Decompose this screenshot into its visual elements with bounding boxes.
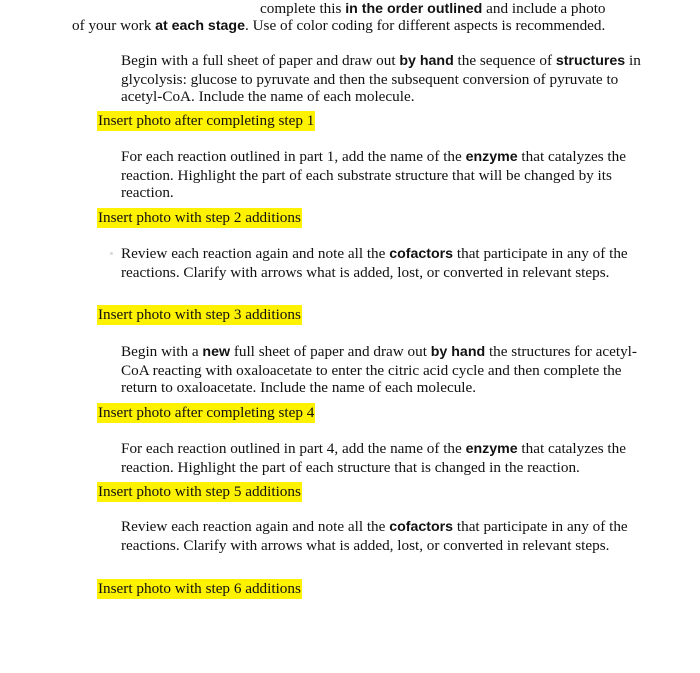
insert-photo-step-5: Insert photo with step 5 additions [98, 483, 301, 500]
step-4-instructions: Begin with a new full sheet of paper and draw out by hand the structures for acetyl-CoA reacting with oxaloacetate to enter the citric acid cycle and then complete the return to oxaloacetate. Include the name of each molecule. [121, 343, 637, 396]
insert-photo-step-6: Insert photo with step 6 additions [98, 580, 301, 597]
intro-line-2 [72, 17, 605, 36]
insert-photo-step-1: Insert photo after completing step 1 [98, 112, 315, 129]
intro-bold-order: in the order outlined [345, 1, 483, 17]
step-6-instructions: Review each reaction again and note all the cofactors that participate in any of the reactions. Clarify with arrows what is added, lost, or converted in relevant steps. [121, 518, 628, 554]
intro-line-1 [260, 0, 606, 19]
step-3-instructions: Review each reaction again and note all the cofactors that participate in any of the reactions. Clarify with arrows what is added, lost, or converted in relevant steps. [121, 245, 628, 281]
bold-term: enzyme [465, 441, 518, 457]
bold-term: by hand [430, 344, 486, 360]
bold-term: structures [555, 53, 626, 69]
insert-photo-step-2: Insert photo with step 2 additions [98, 209, 301, 226]
bold-term: enzyme [465, 149, 518, 165]
insert-photo-step-4: Insert photo after completing step 4 [98, 404, 315, 421]
bold-term: cofactors [389, 246, 454, 262]
bold-term: by hand [399, 53, 454, 69]
intro-bold-stage: at each stage [155, 18, 245, 34]
bold-term: new [202, 344, 231, 360]
insert-photo-step-3: Insert photo with step 3 additions [98, 306, 301, 323]
intro-text: and include a photo [482, 0, 606, 17]
intro-text: . Use of color coding for different aspects is recommended. [245, 17, 606, 34]
bullet-dot [110, 252, 113, 255]
intro-text: complete this [260, 0, 346, 17]
step-5-instructions: For each reaction outlined in part 4, add the name of the enzyme that catalyzes the reaction. Highlight the part of each structure that is changed in the reaction. [121, 440, 626, 476]
bold-term: cofactors [389, 519, 454, 535]
intro-text: of your work [72, 17, 156, 34]
step-1-instructions: Begin with a full sheet of paper and draw out by hand the sequence of structures in glycolysis: glucose to pyruvate and then the subsequent conversion of pyruvate to acetyl-CoA. Include the name of each molecule. [121, 52, 641, 105]
step-2-instructions: For each reaction outlined in part 1, add the name of the enzyme that catalyzes the reaction. Highlight the part of each substrate structure that will be changed by its reaction. [121, 148, 626, 201]
